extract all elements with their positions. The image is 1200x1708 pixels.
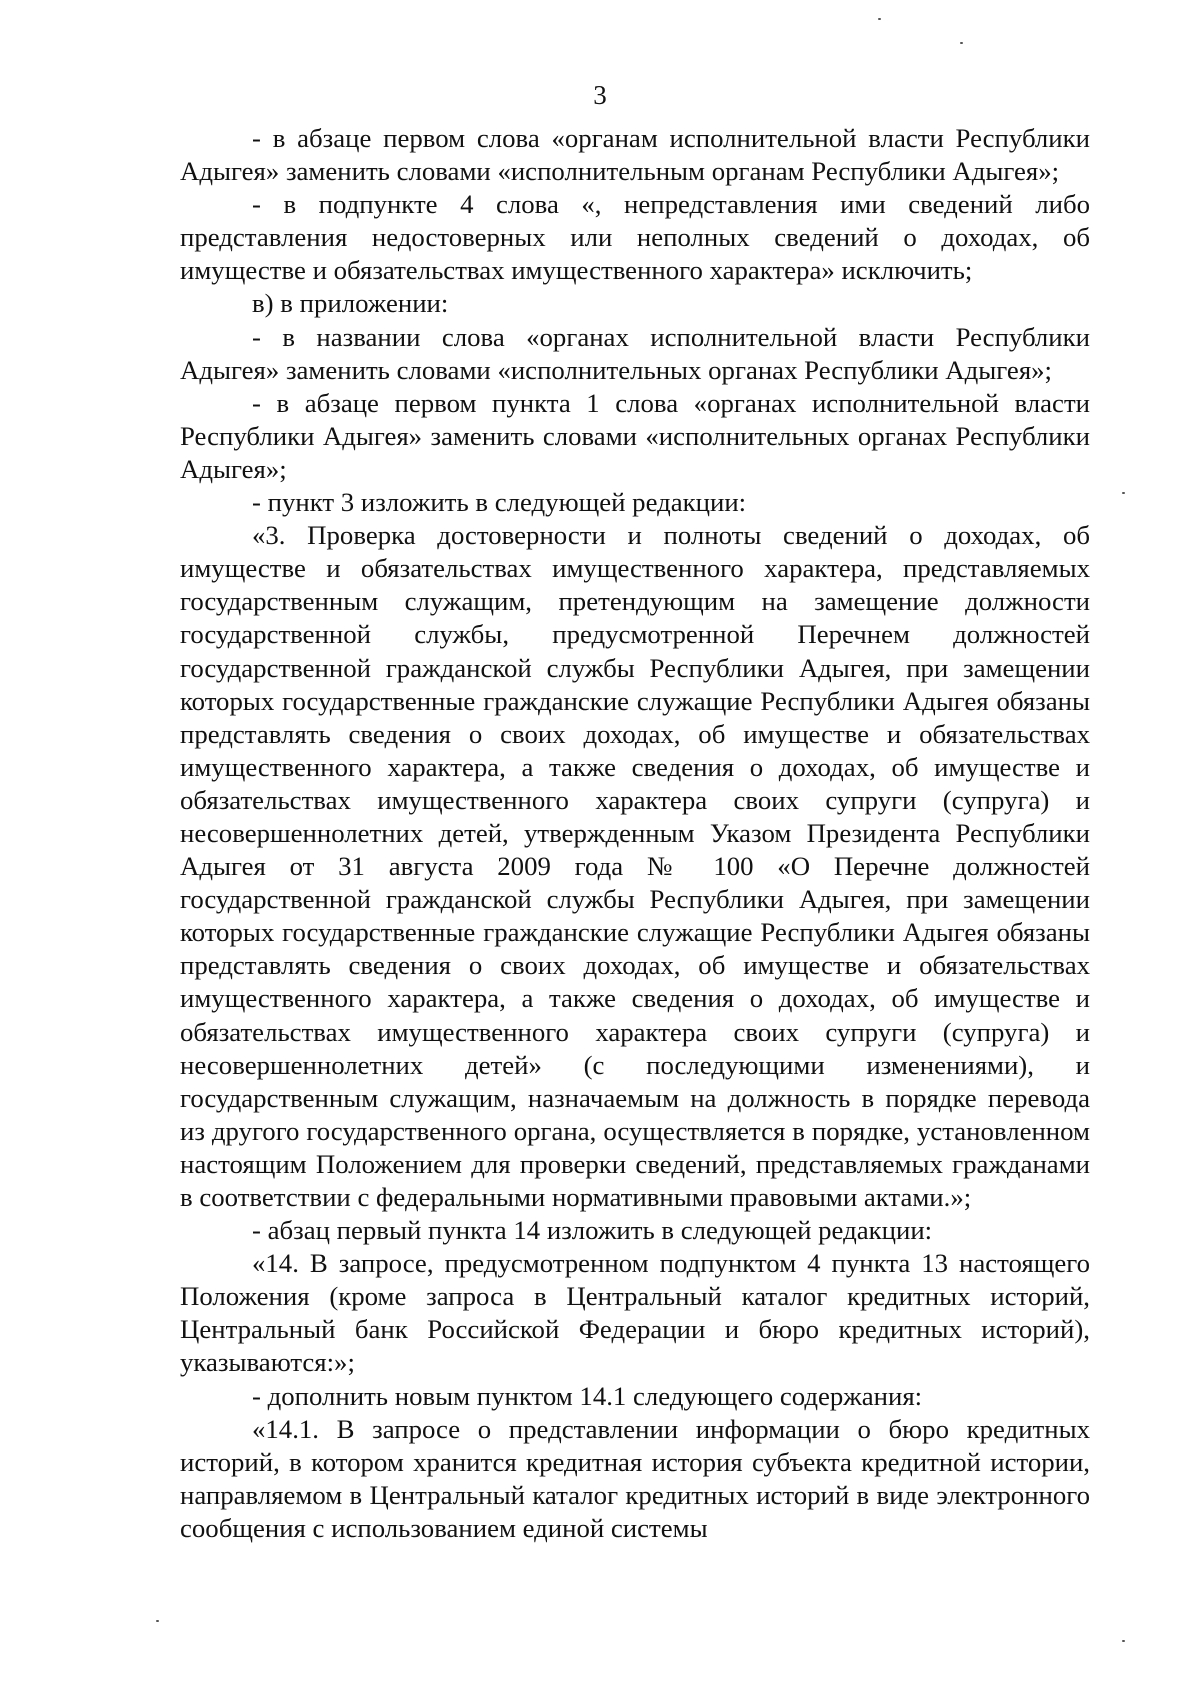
- scan-speck: [878, 18, 881, 20]
- scan-speck: [1122, 1640, 1125, 1642]
- paragraph: «14. В запросе, предусмотренном подпунктом 4 пункта 13 настоящего Положения (кроме запроса в Центральный каталог кредитных историй, Центральный банк Российской Федерации и бюро кредитных историй), указываются:»;: [180, 1248, 1090, 1378]
- scan-speck: [156, 1620, 159, 1622]
- scan-speck: [960, 42, 963, 44]
- paragraph: - пункт 3 изложить в следующей редакции:: [252, 487, 747, 518]
- paragraph: - в названии слова «органах исполнительной власти Республики Адыгея» заменить словами «исполнительных органах Республики Адыгея»;: [180, 321, 1090, 385]
- paragraph: - в подпункте 4 слова «, непредставления ими сведений либо представления недостоверных или неполных сведений о доходах, об имуществе и обязательствах имущественного характера» исключить;: [180, 189, 1090, 286]
- paragraph: «3. Проверка достоверности и полноты сведений о доходах, об имуществе и обязательствах имущественного характера, представляемых государственным служащим, претендующим на замещение должности государственной службы, предусмотренной Перечнем должностей государственной гражданской службы Республики Адыгея, при замещении которых государственные гражданские служащие Республики Адыгея обязаны представлять сведения о своих доходах, об имуществе и обязательствах имущественного характера, а также сведения о доходах, об имуществе и обязательствах имущественного характера своих супруги (супруга) и несовершеннолетних детей, утвержденным Указом Президента Республики Адыгея от 31 августа 2009 года № 100 «О Перечне должностей государственной гражданской службы Республики Адыгея, при замещении которых государственные гражданские служащие Республики Адыгея обязаны представлять сведения о своих доходах, об имуществе и обязательствах имущественного характера, а также сведения о доходах, об имуществе и обязательствах имущественного характера своих супруги (супруга) и несовершеннолетних детей» (с последующими изменениями), и государственным служащим, назначаемым на должность в порядке перевода из другого государственного органа, осуществляется в порядке, установленном настоящим Положением для проверки сведений, представляемых гражданами в соответствии с федеральными нормативными правовыми актами.»;: [180, 520, 1090, 1212]
- paragraph: - в абзаце первом слова «органам исполнительной власти Республики Адыгея» заменить словами «исполнительным органам Республики Адыгея»;: [180, 123, 1090, 187]
- paragraph: - в абзаце первом пункта 1 слова «органах исполнительной власти Республики Адыгея» заменить словами «исполнительных органах Республики Адыгея»;: [180, 387, 1090, 484]
- scan-speck: [1122, 492, 1125, 494]
- paragraph: «14.1. В запросе о представлении информации о бюро кредитных историй, в котором хранится кредитная история субъекта кредитной истории, направляемом в Центральный каталог кредитных историй в виде электронного сообщения с использованием единой системы: [180, 1413, 1090, 1543]
- paragraph: - абзац первый пункта 14 изложить в следующей редакции:: [252, 1215, 933, 1246]
- document-body: [180, 122, 1090, 1545]
- paragraph: в) в приложении:: [252, 288, 449, 319]
- page-number: 3: [593, 80, 607, 110]
- paragraph: - дополнить новым пунктом 14.1 следующего содержания:: [252, 1380, 923, 1411]
